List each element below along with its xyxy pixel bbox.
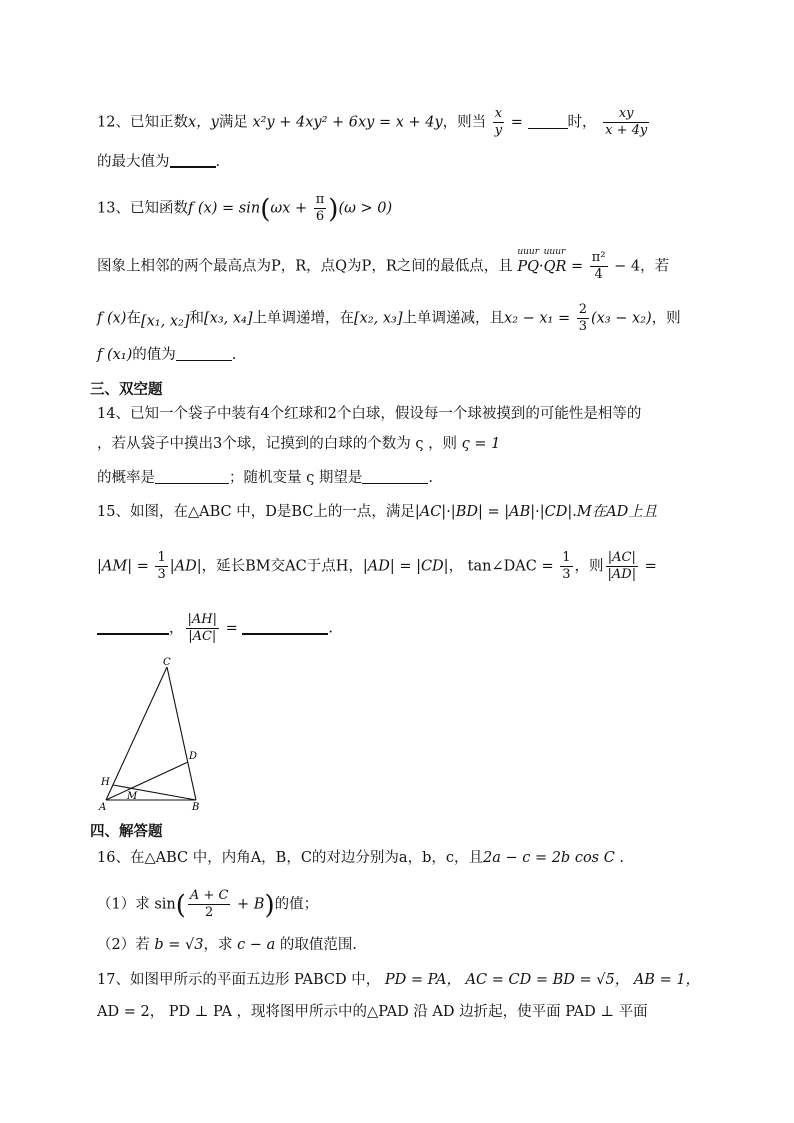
q14-line3: [97, 468, 433, 488]
q17-line2: AD = 2， PD ⊥ PA ，现将图甲所示中的△PAD 沿 AD 边折起，使平面 PAD ⊥ 平面: [97, 1004, 648, 1020]
q13-prefix: 13、已知函数: [97, 200, 188, 217]
q12-max-text: 的最大值为: [97, 154, 170, 170]
label-h: H: [101, 777, 110, 788]
q16-part2: （2）若: [97, 937, 155, 953]
q13-value-text: 的值为: [132, 347, 176, 363]
q13-vec-pq: uuur PQ: [517, 246, 540, 275]
q16-frac: $\frac{A + C}{2}$: [189, 888, 229, 920]
q16-mid: ，求: [203, 937, 238, 953]
q12-mid: ，则当: [442, 114, 491, 131]
q15-blank-2[interactable]: [242, 619, 328, 635]
q12-line2: [97, 152, 220, 172]
q12-equation: x²y + 4xy² + 6xy = x + 4y: [252, 114, 443, 131]
q16-part1-tail: 的值；: [274, 896, 319, 913]
q15-frac-ah-ac: $\frac{|AH|}{|AC|}$: [187, 612, 217, 644]
q16-line2: [97, 888, 318, 921]
q13-tail: − 4，若: [609, 258, 670, 275]
q15-tan: ， tan∠DAC =: [448, 558, 559, 575]
q14-end: .: [428, 470, 433, 486]
q13-vec-qr: uuur QR: [543, 246, 567, 275]
q16-paren-close: ): [264, 890, 275, 921]
side-ac: [106, 667, 167, 800]
q15-line2: [97, 550, 657, 583]
q15-frac-tan: $\frac{1}{3}$: [562, 550, 571, 582]
q13-func: f (x) = sin: [187, 200, 261, 217]
q17-text: 17、如图甲所示的平面五边形 PABCD 中，: [97, 972, 385, 988]
q13-end: .: [231, 347, 237, 363]
section-4-title: 四、解答题: [90, 824, 163, 840]
q15-line3: [97, 612, 333, 645]
triangle-figure: [96, 655, 216, 815]
q13-tail2: ，则: [651, 310, 681, 327]
q13-cond: (ω > 0): [338, 200, 393, 217]
q13-paren-open: (: [260, 194, 271, 225]
q14-exp-text: ；随机变量 ς 期望是: [229, 470, 363, 486]
q13-paren-close: ): [328, 194, 339, 225]
q12-when: 时，: [567, 114, 597, 131]
q14-eq: ς = 1: [461, 436, 501, 452]
q12-blank-2[interactable]: [170, 152, 216, 168]
q13-t2: 和: [189, 310, 204, 327]
q15-frac-ac-ad: $\frac{|AC|}{|AD|}$: [607, 550, 637, 582]
q14-line1: 14、已知一个袋子中装有4个红球和2个白球，假设每一个球被摸到的可能性是相等的: [97, 406, 642, 422]
q16-plus-b: + B: [232, 896, 265, 913]
q13-rest: (x₃ − x₂): [591, 310, 652, 327]
q15-t4: =: [640, 558, 657, 575]
q13-frac-pi-6: $\frac{\pi}{6}$: [315, 192, 325, 224]
q16-paren-open: (: [175, 890, 186, 921]
q13-t3: 上单调递增，在: [252, 310, 354, 327]
q15-t1: ，延长BM交AC于点H，: [201, 558, 363, 575]
q13-eq2: x₂ − x₁ =: [504, 310, 575, 327]
q13-frac-2-3: $\frac{2}{3}$: [578, 302, 588, 334]
q13-line2: [97, 246, 670, 283]
q15-am: |AM| =: [97, 558, 154, 575]
segment-ad: [106, 762, 188, 800]
label-c: C: [163, 657, 171, 668]
q12-blank-1[interactable]: [528, 114, 568, 129]
q13-desc: 图象上相邻的两个最高点为P，R，点Q为P，R之间的最低点，且: [97, 258, 513, 275]
q13-dot: ·: [539, 258, 544, 275]
q13-frac-pi2-4: $\frac{\text{π²}}{4}$: [591, 250, 606, 282]
q15-text: 15、如图，在△ABC 中，D是BC上的一点，满足: [97, 504, 415, 520]
q13-interval-3: [x₂, x₃]: [354, 310, 403, 327]
q16-text: 16、在△ABC 中，内角A，B，C的对边分别为a，b，c，且: [97, 850, 483, 866]
q15-blank-1[interactable]: [97, 619, 169, 635]
q15-frac-1-3: $\frac{1}{3}$: [157, 550, 166, 582]
q13-line1: [97, 192, 392, 225]
q14-line2: [97, 434, 500, 454]
q12-line1: [97, 106, 651, 139]
q12-vars: x，y: [187, 114, 219, 131]
q13-t4: 上单调递减，且: [402, 310, 505, 327]
q14-blank-1[interactable]: [155, 469, 229, 484]
q13-t1: 在: [126, 310, 141, 327]
q15-tail: .M在AD上且: [572, 504, 658, 520]
q12-eq-sign: =: [506, 114, 528, 131]
q15-line1: [97, 502, 657, 522]
q13-interval-1: [x₁, x₂]: [140, 313, 190, 330]
q16-part1: （1）求 sin: [97, 896, 176, 913]
q16-line3: [97, 935, 357, 955]
label-a: A: [99, 802, 107, 813]
q15-eq: |AC|·|BD| = |AB|·|CD|: [414, 504, 573, 520]
q14-blank-2[interactable]: [362, 469, 428, 484]
q15-eq3: =: [221, 620, 243, 637]
label-d: D: [189, 751, 198, 762]
q12-frac-x-over-y: $\frac{x}{y}$: [494, 106, 503, 138]
label-b: B: [192, 802, 200, 813]
label-m: M: [127, 791, 138, 802]
q13-eq: =: [566, 258, 588, 275]
q13-fx1: f (x₁): [97, 347, 133, 363]
q13-arg: ωx +: [270, 200, 312, 217]
q15-sep: ，: [169, 620, 184, 637]
q17-eqs: PD = PA， AC = CD = BD = √5， AB = 1，: [384, 972, 701, 988]
side-cb: [167, 667, 196, 800]
q16-eq: 2a − c = 2b cos C: [482, 850, 615, 866]
q16-part2-tail: 的取值范围.: [275, 937, 357, 953]
q15-ad: |AD|: [169, 558, 202, 575]
section-3-title: 三、双空题: [90, 382, 163, 398]
q16-b-eq: b = √3: [154, 937, 204, 953]
q16-expr: c − a: [237, 937, 276, 953]
q15-t3: ，则: [574, 558, 604, 575]
q17-line1: [97, 970, 700, 990]
q12-cond: 满足: [218, 114, 253, 131]
q14-text: ，若从袋子中摸出3个球，记摸到的白球的个数为 ς ，则: [97, 436, 462, 452]
q13-line3: [97, 302, 681, 335]
q12-prefix: 12、已知正数: [97, 114, 188, 131]
q15-eq2: |AD| = |CD|: [362, 558, 449, 575]
q13-line4: [97, 345, 236, 365]
q15-end: .: [328, 620, 333, 637]
q13-interval-2: [x₃, x₄]: [203, 310, 253, 327]
q12-frac-xy: $\frac{xy}{x + 4y}$: [605, 106, 648, 138]
q13-blank[interactable]: [176, 346, 232, 361]
q12-end: .: [215, 154, 221, 170]
q16-line1: [97, 848, 624, 868]
q14-prob-text: 的概率是: [97, 470, 155, 486]
segment-bh: [113, 785, 196, 800]
q13-fx: f (x): [97, 310, 127, 327]
q16-end: .: [614, 850, 625, 866]
